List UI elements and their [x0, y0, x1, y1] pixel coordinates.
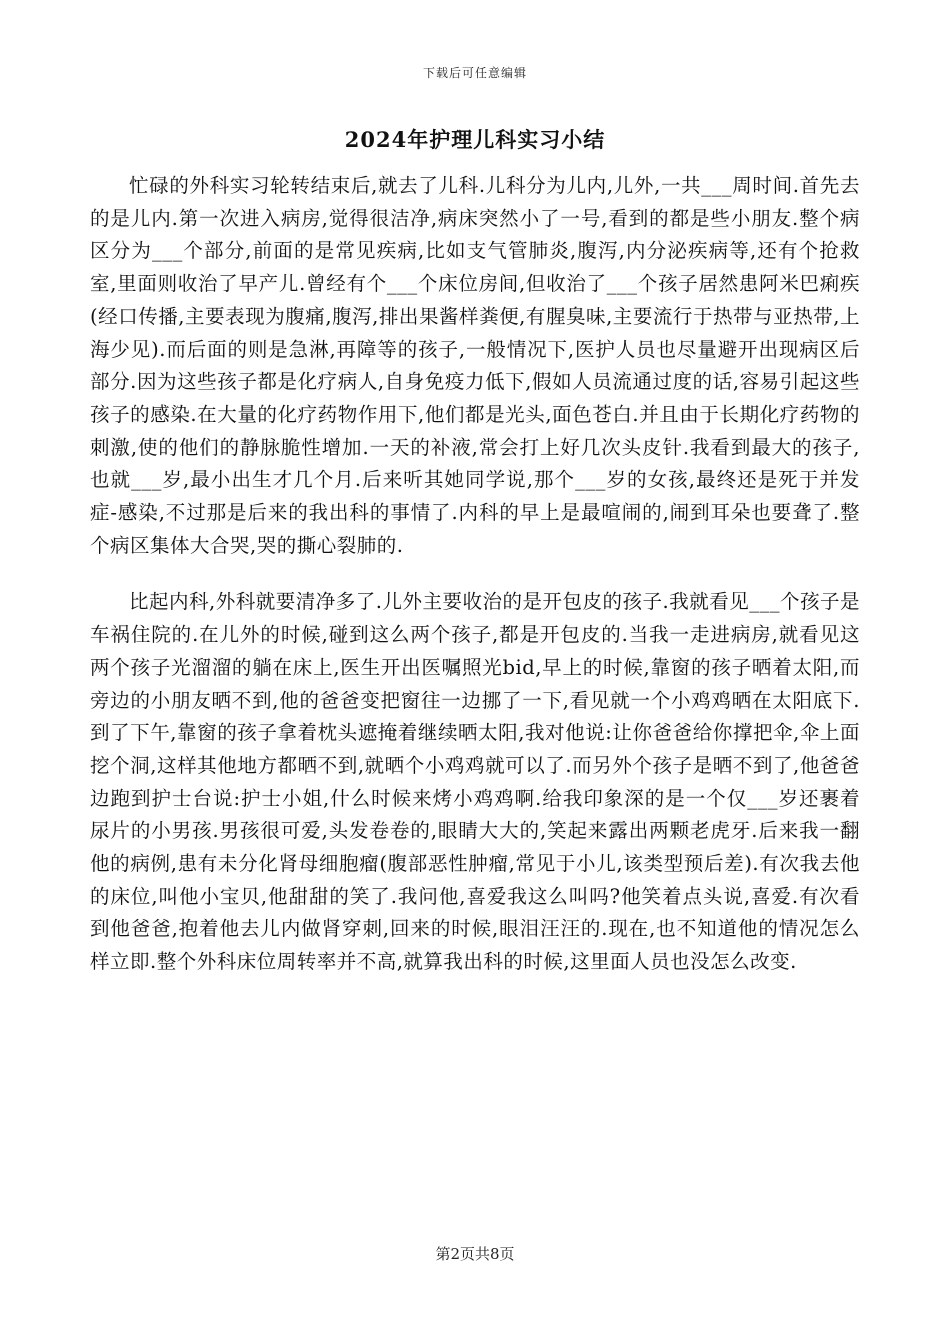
paragraph-pediatric-internal: 忙碌的外科实习轮转结束后,就去了儿科.儿科分为儿内,儿外,一共___周时间.首先去的是儿内.第一次进入病房,觉得很洁净,病床突然小了一号,看到的都是些小朋友.整个病区分为___个部分,前面的是常见疾病,比如支气管肺炎,腹泻,内分泌疾病等,还有个抢救室,里面则收治了早产儿.曾经有个___个床位房间,但收治了___个孩子居然患阿米巴痢疾(经口传播,主要表现为腹痛,腹泻,排出果酱样粪便,有腥臭味,主要流行于热带与亚热带,上海少见).而后面的则是急淋,再障等的孩子,一般情况下,医护人员也尽量避开出现病区后部分.因为这些孩子都是化疗病人,自身免疫力低下,假如人员流通过度的话,容易引起这些孩子的感染.在大量的化疗药物作用下,他们都是光头,面色苍白.并且由于长期化疗药物的刺激,使的他们的静脉脆性增加.一天的补液,常会打上好几次头皮针.我看到最大的孩子,也就___岁,最小出生才几个月.后来听其她同学说,那个___岁的女孩,最终还是死于并发症-感染,不过那是后来的我出科的事情了.内科的早上是最喧闹的,闹到耳朵也要聋了.整个病区集体大合哭,哭的撕心裂肺的. [90, 174, 860, 557]
document-title: 2024年护理儿科实习小结 [344, 127, 606, 152]
page-number: 第2页共8页 [435, 1245, 515, 1263]
document-body [90, 170, 860, 979]
page-header: 下载后可任意编辑 [422, 66, 527, 80]
paragraph-pediatric-surgery: 比起内科,外科就要清净多了.儿外主要收治的是开包皮的孩子.我就看见___个孩子是车祸住院的.在儿外的时候,碰到这么两个孩子,都是开包皮的.当我一走进病房,就看见这两个孩子光溜溜的躺在床上,医生开出医嘱照光bid,早上的时候,靠窗的孩子晒着太阳,而旁边的小朋友晒不到,他的爸爸变把窗往一边挪了一下,看见就一个小鸡鸡晒在太阳底下.到了下午,靠窗的孩子拿着枕头遮掩着继续晒太阳,我对他说:让你爸爸给你撑把伞,伞上面挖个洞,这样其他地方都晒不到,就晒个小鸡鸡就可以了.而另外个孩子是晒不到了,他爸爸边跑到护士台说:护士小姐,什么时候来烤小鸡鸡啊.给我印象深的是一个仅___岁还裹着尿片的小男孩.男孩很可爱,头发卷卷的,眼睛大大的,笑起来露出两颗老虎牙.后来我一翻他的病例,患有未分化肾母细胞瘤(腹部恶性肿瘤,常见于小儿,该类型预后差).有次我去他的床位,叫他小宝贝,他甜甜的笑了.我问他,喜爱我这么叫吗?他笑着点头说,喜爱.有次看到他爸爸,抱着他去儿内做肾穿刺,回来的时候,眼泪汪汪的.现在,也不知道他的情况怎么样立即.整个外科床位周转率并不高,就算我出科的时候,这里面人员也没怎么改变. [90, 590, 860, 974]
